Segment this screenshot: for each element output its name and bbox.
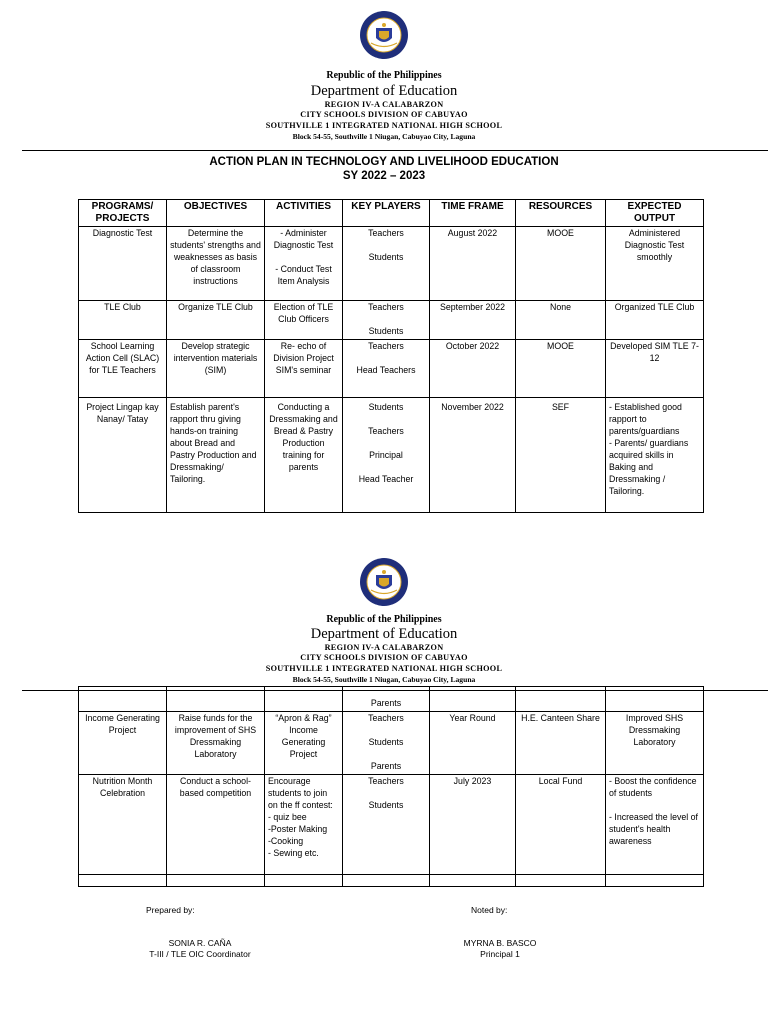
cell-objectives: Conduct a school-based competition	[167, 774, 265, 874]
player-line: Students	[368, 251, 404, 262]
cell-program	[79, 687, 167, 712]
col-header-programs: PROGRAMS/ PROJECTS	[79, 200, 167, 227]
col-header-objectives: OBJECTIVES	[167, 200, 265, 227]
action-plan-table	[78, 199, 704, 513]
cell-players	[343, 227, 430, 301]
player-line: Students	[368, 325, 404, 336]
cell-output: Organized TLE Club	[606, 301, 704, 340]
cell-objectives: Develop strategic intervention materials (SIM)	[167, 339, 265, 397]
cell-output	[606, 397, 704, 512]
cell-resources: Local Fund	[516, 774, 606, 874]
cell-empty	[167, 874, 265, 886]
cell-activities	[265, 397, 343, 512]
table-row	[79, 397, 704, 512]
header-rule	[22, 150, 768, 151]
cell-empty	[430, 874, 516, 886]
player-line: Teachers	[368, 425, 404, 436]
cell-resources: None	[516, 301, 606, 340]
cell-program: Income Generating Project	[79, 711, 167, 774]
cell-empty	[606, 874, 704, 886]
table-row	[79, 711, 704, 774]
cell-time	[430, 687, 516, 712]
cell-program: Nutrition Month Celebration	[79, 774, 167, 874]
noted-by-block	[420, 938, 580, 959]
activity-line: - Administer Diagnostic Test	[273, 228, 334, 250]
player-line: Teachers	[368, 775, 404, 786]
cell-time: Year Round	[430, 711, 516, 774]
cell-output: Administered Diagnostic Test smoothly	[606, 227, 704, 301]
cell-activities	[265, 687, 343, 712]
cell-players	[343, 687, 430, 712]
noted-by-label: Noted by:	[471, 905, 508, 915]
document-title	[0, 155, 768, 184]
table-row	[79, 874, 704, 886]
cell-players	[343, 774, 430, 874]
action-plan-table-continued	[78, 686, 704, 887]
cell-resources	[516, 687, 606, 712]
activity-line: Re- echo of Division Project SIM's seminar	[273, 340, 334, 375]
table-header-row	[79, 200, 704, 227]
output-line: - Parents/ guardians acquired skills in Baking and Dressmaking / Tailoring.	[609, 437, 689, 496]
cell-activities	[265, 711, 343, 774]
cell-resources: MOOE	[516, 227, 606, 301]
activity-line: “Apron & Rag” Income Generating Project	[275, 712, 332, 759]
division-text: CITY SCHOOLS DIVISION OF CABUYAO	[300, 110, 468, 119]
cell-program: Diagnostic Test	[79, 227, 167, 301]
noted-name: MYRNA B. BASCO	[463, 938, 537, 948]
table-row	[79, 774, 704, 874]
cell-output: Improved SHS Dressmaking Laboratory	[606, 711, 704, 774]
department-text: Department of Education	[310, 83, 458, 99]
col-header-expected-output: EXPECTED OUTPUT	[606, 200, 704, 227]
deped-seal-icon	[359, 557, 409, 607]
cell-program: School Learning Action Cell (SLAC) for TLE Teachers	[79, 339, 167, 397]
table-row	[79, 301, 704, 340]
player-line: Students	[368, 799, 404, 810]
player-line: Parents	[370, 760, 402, 771]
player-line: Teachers	[368, 302, 404, 312]
prepared-title: T-III / TLE OIC Coordinator	[149, 948, 251, 959]
player-line: Teachers	[368, 228, 404, 238]
cell-time: July 2023	[430, 774, 516, 874]
player-line: Students	[368, 736, 404, 747]
cell-resources: H.E. Canteen Share	[516, 711, 606, 774]
deped-seal-icon	[359, 10, 409, 60]
cell-objectives: Raise funds for the improvement of SHS Dressmaking Laboratory	[167, 711, 265, 774]
cell-activities	[265, 227, 343, 301]
plan-title: ACTION PLAN IN TECHNOLOGY AND LIVELIHOOD EDUCATION	[209, 156, 559, 168]
output-line: - Established good rapport to parents/guardians	[609, 401, 682, 436]
cell-program: Project Lingap kay Nanay/ Tatay	[79, 397, 167, 512]
republic-text: Republic of the Philippines	[326, 70, 442, 81]
cell-objectives: Determine the students' strengths and weaknesses as basis of classroom instructions	[167, 227, 265, 301]
prepared-by-block	[120, 938, 280, 959]
cell-time: September 2022	[430, 301, 516, 340]
cell-activities	[265, 339, 343, 397]
cell-output	[606, 774, 704, 874]
cell-players	[343, 397, 430, 512]
col-header-activities: ACTIVITIES	[265, 200, 343, 227]
output-line: - Increased the level of student's health awareness	[609, 811, 698, 846]
address-text: Block 54-55, Southville 1 Niugan, Cabuyao City, Laguna	[292, 132, 476, 141]
cell-time: November 2022	[430, 397, 516, 512]
activity-line: Encourage students to join on the ff contest:	[268, 775, 333, 810]
cell-objectives: Organize TLE Club	[167, 301, 265, 340]
cell-program: TLE Club	[79, 301, 167, 340]
prepared-by-label: Prepared by:	[146, 905, 195, 915]
school-text: SOUTHVILLE 1 INTEGRATED NATIONAL HIGH SCHOOL	[265, 121, 503, 130]
cell-objectives: Establish parent's rapport thru giving hands-on training about Bread and Pastry Production and Dressmaking/ Tailoring.	[167, 397, 265, 512]
region-text: REGION IV-A CALABARZON	[324, 643, 444, 652]
output-line: - Boost the confidence of students	[609, 775, 697, 798]
player-line: Students	[368, 401, 404, 412]
cell-resources: MOOE	[516, 339, 606, 397]
cell-output	[606, 687, 704, 712]
activity-line: - Sewing etc.	[268, 847, 319, 858]
table-row	[79, 339, 704, 397]
activity-line: -Cooking	[268, 835, 304, 846]
cell-empty	[343, 874, 430, 886]
department-text: Department of Education	[310, 626, 458, 642]
cell-activities	[265, 774, 343, 874]
cell-empty	[265, 874, 343, 886]
cell-players	[343, 339, 430, 397]
address-text: Block 54-55, Southville 1 Niugan, Cabuyao City, Laguna	[292, 675, 476, 684]
region-text: REGION IV-A CALABARZON	[324, 100, 444, 109]
player-line: Head Teacher	[358, 473, 414, 484]
table-row	[79, 687, 704, 712]
cell-empty	[516, 874, 606, 886]
school-text: SOUTHVILLE 1 INTEGRATED NATIONAL HIGH SCHOOL	[265, 664, 503, 673]
player-line: Principal	[369, 449, 403, 460]
republic-text: Republic of the Philippines	[326, 614, 442, 625]
cell-empty	[79, 874, 167, 886]
cell-objectives	[167, 687, 265, 712]
cell-players	[343, 301, 430, 340]
cell-activities	[265, 301, 343, 340]
cell-time: October 2022	[430, 339, 516, 397]
division-text: CITY SCHOOLS DIVISION OF CABUYAO	[300, 653, 468, 662]
activity-line: Election of TLE Club Officers	[273, 302, 334, 324]
player-line: Parents	[370, 698, 402, 708]
player-line: Head Teachers	[356, 364, 416, 375]
col-header-time-frame: TIME FRAME	[430, 200, 516, 227]
cell-resources: SEF	[516, 397, 606, 512]
table-row	[79, 227, 704, 301]
school-year: SY 2022 – 2023	[342, 170, 426, 183]
activity-line: - quiz bee	[268, 811, 307, 822]
cell-time: August 2022	[430, 227, 516, 301]
activity-line: -Poster Making	[268, 823, 328, 834]
activity-line: Conducting a Dressmaking and Bread & Pastry Production training for parents	[269, 401, 338, 472]
prepared-name: SONIA R. CAÑA	[168, 938, 232, 948]
player-line: Teachers	[368, 712, 404, 723]
cell-players	[343, 711, 430, 774]
noted-title: Principal 1	[480, 948, 520, 959]
col-header-key-players: KEY PLAYERS	[343, 200, 430, 227]
player-line: Teachers	[368, 340, 404, 351]
activity-line: - Conduct Test Item Analysis	[275, 263, 332, 286]
cell-output: Developed SIM TLE 7-12	[606, 339, 704, 397]
col-header-resources: RESOURCES	[516, 200, 606, 227]
